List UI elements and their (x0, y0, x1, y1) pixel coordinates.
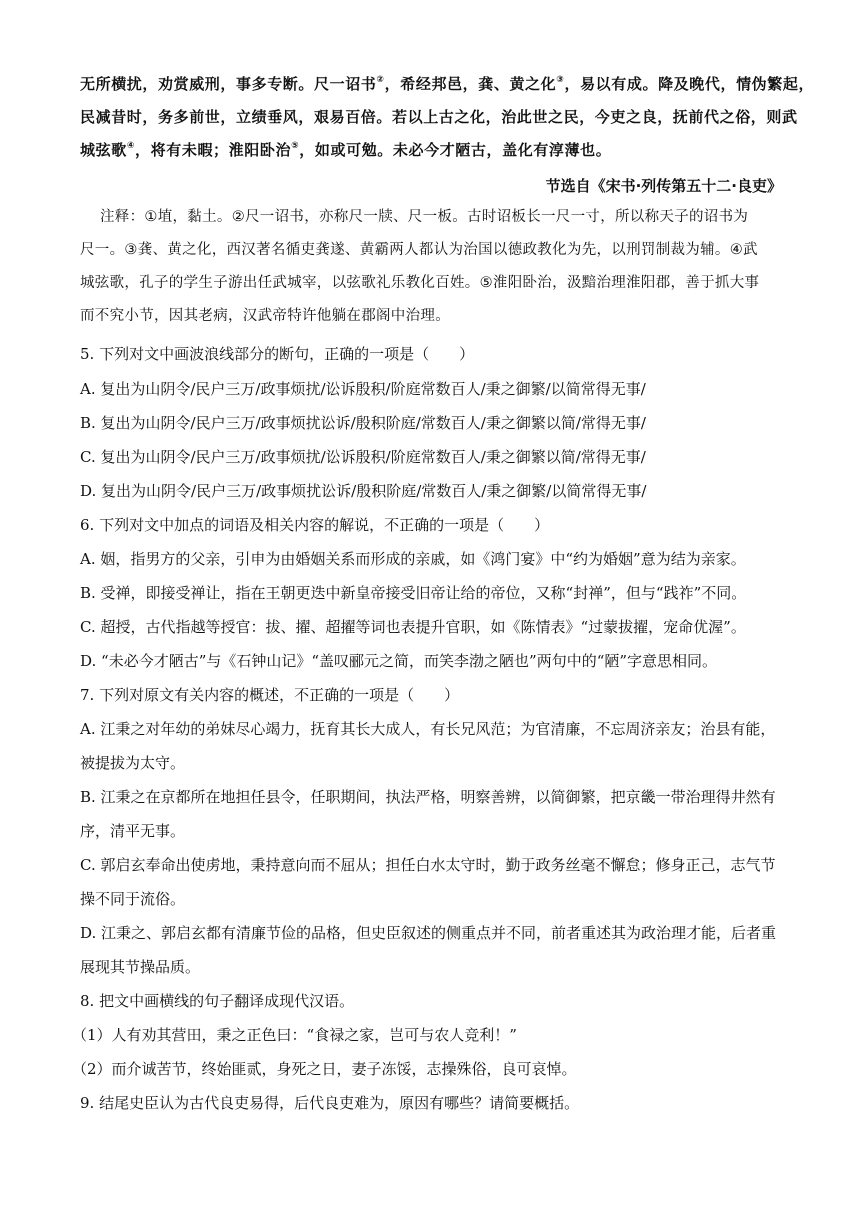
question-7-option-d-cont: 展现其节操品质。 (80, 958, 201, 976)
passage-text: 城弦歌 (80, 141, 127, 159)
passage-line (80, 106, 798, 127)
question-8-stem: 8. 把文中画横线的句子翻译成现代汉语。 (80, 992, 355, 1010)
question-8-item-2: （2）而介诚苦节，终始匪贰，身死之日，妻子冻馁，志操殊俗，良可哀悼。 (72, 1060, 577, 1078)
passage-line (80, 139, 611, 160)
source-citation: 节选自《宋书·列传第五十二·良吏》 (545, 177, 782, 195)
question-5-option-c: C. 复出为山阴令/民户三万/政事烦扰/讼诉殷积/阶庭常数百人/秉之御繁以简/常得无事/ (80, 448, 646, 466)
question-7-option-c-cont: 操不同于流俗。 (80, 890, 186, 908)
question-7-option-c: C. 郭启玄奉命出使虏地，秉持意向而不屈从；担任白水太守时，勤于政务丝毫不懈怠；修身正己，志气节 (80, 856, 776, 874)
passage-line (80, 73, 814, 94)
question-6-option-b: B. 受禅，即接受禅让，指在王朝更迭中新皇帝接受旧帝让给的帝位，又称“封禅”，但与“践祚”不同。 (80, 584, 747, 602)
question-5-option-a: A. 复出为山阴令/民户三万/政事烦扰/讼诉殷积/阶庭常数百人/秉之御繁/以简常得无事/ (80, 380, 646, 398)
question-6-option-d: D. “未必今才陋古”与《石钟山记》“盖叹郦元之简，而笑李渤之陋也”两句中的“陋”字意思相同。 (80, 652, 718, 670)
question-5-stem: 5. 下列对文中画波浪线部分的断句，正确的一项是（ ） (80, 345, 475, 363)
footnote-mark: ③ (556, 75, 565, 85)
footnote-mark: ⑤ (291, 141, 300, 151)
question-9-stem: 9. 结尾史臣认为古代良吏易得，后代良吏难为，原因有哪些？请简要概括。 (80, 1094, 580, 1112)
question-6-option-c: C. 超授，古代指越等授官：拔、擢、超擢等词也表提升官职，如《陈情表》“过蒙拔擢，宠命优渥”。 (80, 618, 746, 636)
note-line: 尺一。③龚、黄之化，西汉著名循吏龚遂、黄霸两人都认为治国以德政教化为先，以刑罚制裁为辅。④武 (80, 242, 758, 258)
question-5-option-d: D. 复出为山阴令/民户三万/政事烦扰讼诉/殷积阶庭/常数百人/秉之御繁/以简常得无事/ (80, 482, 647, 500)
note-line: 而不究小节，因其老病，汉武帝特许他躺在郡阁中治理。 (80, 308, 450, 324)
footnote-mark: ② (376, 75, 385, 85)
question-6-stem: 6. 下列对文中加点的词语及相关内容的解说，不正确的一项是（ ） (80, 516, 550, 534)
footnote-mark: ④ (126, 141, 136, 151)
passage-text: ，如或可勉。未必今才陋古，盖化有淳薄也。 (299, 141, 612, 159)
note-line: 注释：①埴，黏土。②尺一诏书，亦称尺一牍、尺一板。古时诏板长一尺一寸，所以称天子的诏书为 (100, 209, 749, 225)
passage-text: ，希经邦邑，龚、黄之化 (384, 75, 557, 93)
question-7-option-a-cont: 被提拔为太守。 (80, 754, 186, 772)
question-7-option-b-cont: 序，清平无事。 (80, 822, 186, 840)
question-7-option-d: D. 江秉之、郭启玄都有清廉节俭的品格，但史臣叙述的侧重点并不同，前者重述其为政治理才能，后者重 (80, 924, 777, 942)
passage-text: ，易以有成。降及晚代，情伪繁起， (564, 75, 815, 93)
question-5-option-b: B. 复出为山阴令/民户三万/政事烦扰讼诉/殷积阶庭/常数百人/秉之御繁以简/常得无事/ (80, 414, 646, 432)
question-7-option-b: B. 江秉之在京都所在地担任县令，任职期间，执法严格，明察善辨，以简御繁，把京畿一带治理得井然有 (80, 788, 776, 806)
passage-text: 无所横扰，劝赏威刑，事多专断。尺一诏书 (80, 75, 377, 93)
question-6-option-a: A. 姻，指男方的父亲，引申为由婚姻关系而形成的亲戚，如《鸿门宴》中“约为婚姻”意为结为亲家。 (80, 550, 746, 568)
question-7-stem: 7. 下列对原文有关内容的概述，不正确的一项是（ ） (80, 686, 460, 704)
note-line: 城弦歌，孔子的学生子游出任武城宰，以弦歌礼乐教化百姓。⑤淮阳卧治，汲黯治理淮阳郡，善于抓大事 (80, 275, 760, 291)
passage-text: 民减昔时，务多前世，立绩垂风，艰易百倍。若以上古之化，治此世之民，今吏之良，抚前代之俗，则武 (80, 108, 798, 126)
passage-text: ，将有未暇；淮阳卧治 (135, 141, 292, 159)
question-8-item-1: （1）人有劝其营田，秉之正色曰：“食禄之家，岂可与农人竞利！” (72, 1026, 517, 1044)
question-7-option-a: A. 江秉之对年幼的弟妹尽心竭力，抚育其长大成人，有长兄风范；为官清廉，不忘周济亲友；治县有能， (80, 720, 776, 738)
